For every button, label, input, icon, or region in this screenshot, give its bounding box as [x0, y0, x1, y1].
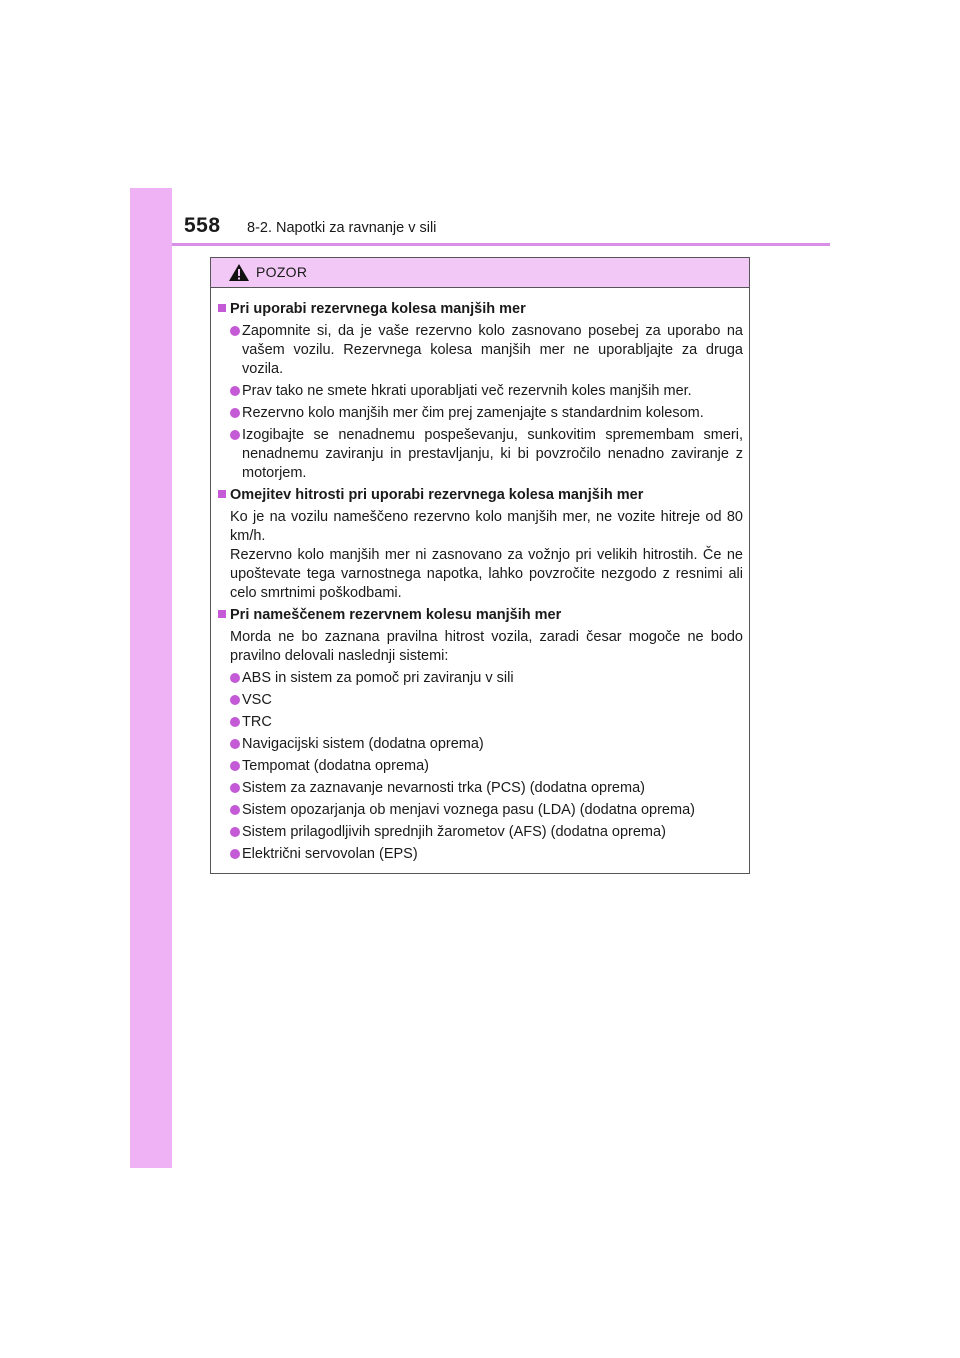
bullet-dot-icon [230, 695, 240, 705]
caution-content [211, 288, 749, 864]
list-item: Izogibajte se nenadnemu pospeševanju, sunkovitim spremembam smeri, nenadnemu zaviranju in prestavljanju, ki bi povzročilo nenadno zaviranje z motorjem. [218, 426, 743, 483]
bullet-dot-icon [230, 408, 240, 418]
caution-header [211, 258, 749, 288]
side-tab-strip [130, 188, 172, 1168]
section-heading: Omejitev hitrosti pri uporabi rezervnega kolesa manjših mer [218, 486, 743, 505]
caution-box [210, 257, 750, 874]
page-header [172, 212, 830, 244]
list-item: Sistem za zaznavanje nevarnosti trka (PCS) (dodatna oprema) [218, 779, 743, 798]
square-bullet-icon [218, 490, 226, 498]
bullet-dot-icon [230, 761, 240, 771]
bullet-dot-icon [230, 326, 240, 336]
bullet-dot-icon [230, 386, 240, 396]
list-item: Zapomnite si, da je vaše rezervno kolo zasnovano posebej za uporabo na vašem vozilu. Rezervnega kolesa manjših mer ne uporabljajte za druga vozila. [218, 322, 743, 379]
section-title: 8-2. Napotki za ravnanje v sili [247, 220, 437, 236]
section-heading: Pri nameščenem rezervnem kolesu manjših mer [218, 606, 743, 625]
bullet-dot-icon [230, 717, 240, 727]
bullet-dot-icon [230, 849, 240, 859]
list-item: Sistem opozarjanja ob menjavi voznega pasu (LDA) (dodatna oprema) [218, 801, 743, 820]
list-item: Rezervno kolo manjših mer čim prej zamenjajte s standardnim kolesom. [218, 404, 743, 423]
list-item: Prav tako ne smete hkrati uporabljati več rezervnih koles manjših mer. [218, 382, 743, 401]
paragraph: Ko je na vozilu nameščeno rezervno kolo manjših mer, ne vozite hitreje od 80 km/h. [230, 509, 743, 544]
bullet-dot-icon [230, 739, 240, 749]
bullet-dot-icon [230, 673, 240, 683]
square-bullet-icon [218, 610, 226, 618]
list-item: Navigacijski sistem (dodatna oprema) [218, 735, 743, 754]
bullet-dot-icon [230, 430, 240, 440]
list-item: TRC [218, 713, 743, 732]
section-heading: Pri uporabi rezervnega kolesa manjših mer [218, 300, 743, 319]
paragraph: Morda ne bo zaznana pravilna hitrost vozila, zaradi česar mogoče ne bodo pravilno delovali naslednji sistemi: [230, 629, 743, 664]
header-rule [172, 243, 830, 246]
bullet-dot-icon [230, 783, 240, 793]
bullet-dot-icon [230, 805, 240, 815]
warning-triangle-icon [228, 263, 250, 282]
square-bullet-icon [218, 304, 226, 312]
list-item: Sistem prilagodljivih sprednjih žarometov (AFS) (dodatna oprema) [218, 823, 743, 842]
list-item: Električni servovolan (EPS) [218, 845, 743, 864]
list-item: ABS in sistem za pomoč pri zaviranju v sili [218, 669, 743, 688]
bullet-dot-icon [230, 827, 240, 837]
page-number: 558 [184, 214, 221, 237]
caution-label: POZOR [256, 264, 308, 280]
list-item: VSC [218, 691, 743, 710]
list-item: Tempomat (dodatna oprema) [218, 757, 743, 776]
paragraph: Rezervno kolo manjših mer ni zasnovano za vožnjo pri velikih hitrostih. Če ne upoštevate tega varnostnega napotka, lahko povzročite nezgodo z resnimi ali celo smrtnimi poškodbami. [230, 547, 743, 601]
